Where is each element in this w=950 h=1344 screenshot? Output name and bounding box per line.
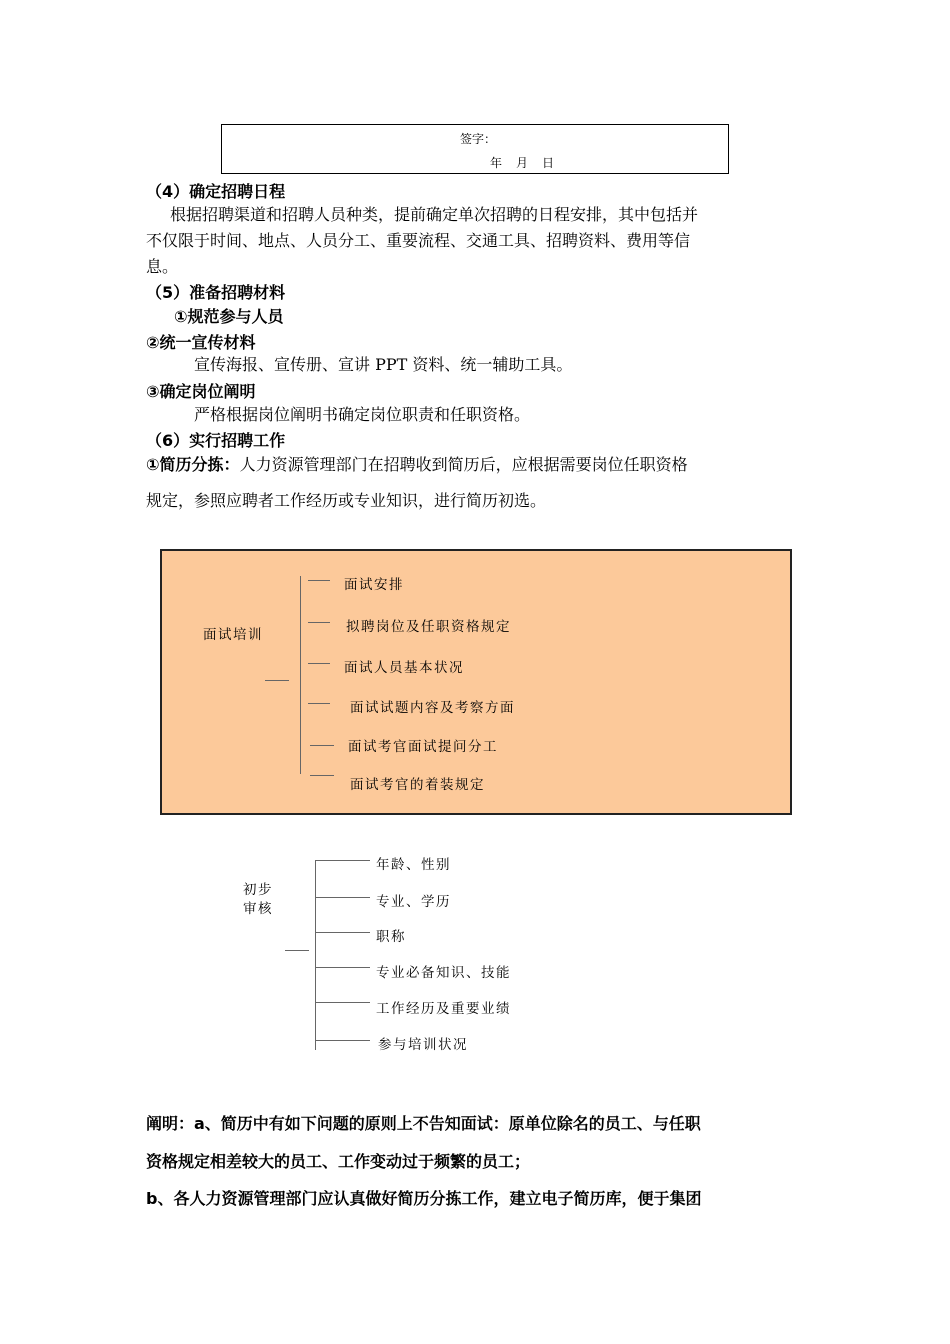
diagram-1-branch (308, 622, 330, 623)
diagram-1-root-connector (265, 680, 289, 681)
section-4-line-1: 根据招聘渠道和招聘人员种类，提前确定单次招聘的日程安排，其中包括并 (170, 205, 699, 224)
note-line-3: b、各人力资源管理部门应认真做好简历分拣工作，建立电子简历库，便于集团 (146, 1189, 702, 1208)
diagram-2-root-line-1: 初步 (243, 882, 273, 898)
section-4-heading: （4）确定招聘日程 (146, 182, 286, 201)
section-6-item-1-line-1: 人力资源管理部门在招聘收到简历后，应根据需要岗位任职资格 (239, 455, 688, 474)
diagram-1-item-4: 面试试题内容及考察方面 (350, 700, 515, 716)
section-5-item-2-text: 宣传海报、宣传册、宣讲 PPT 资料、统一辅助工具。 (194, 355, 573, 374)
diagram-1-item-6: 面试考官的着装规定 (350, 777, 485, 793)
diagram-1-branch (308, 703, 330, 704)
note-line-1: 阐明：a、简历中有如下问题的原则上不告知面试：原单位除名的员工、与任职 (146, 1114, 701, 1133)
section-4-line-3: 息。 (146, 257, 179, 276)
diagram-2-item-4: 专业必备知识、技能 (376, 965, 511, 981)
diagram-2-root-line-2: 审核 (243, 901, 273, 917)
section-5-item-3-text: 严格根据岗位阐明书确定岗位职责和任职资格。 (194, 405, 531, 424)
section-5-item-3: ③确定岗位阐明 (146, 382, 256, 401)
diagram-2-bracket (315, 860, 316, 1050)
signature-label: 签字： (460, 132, 497, 146)
diagram-1-item-2: 拟聘岗位及任职资格规定 (346, 619, 511, 635)
section-5-heading: （5）准备招聘材料 (146, 283, 286, 302)
section-5-item-2: ②统一宣传材料 (146, 333, 256, 352)
diagram-1-branch (310, 745, 334, 746)
section-6-item-1-line-2: 规定，参照应聘者工作经历或专业知识，进行简历初选。 (146, 491, 547, 510)
diagram-1-bracket (300, 576, 301, 774)
diagram-1-branch (308, 663, 330, 664)
section-6-item-1 (146, 452, 688, 477)
diagram-2-branch (315, 932, 370, 933)
diagram-1-branch (308, 580, 330, 581)
diagram-2-item-3: 职称 (376, 929, 406, 945)
diagram-2-branch (315, 860, 370, 861)
diagram-1-item-1: 面试安排 (344, 577, 404, 593)
diagram-1-item-3: 面试人员基本状况 (344, 660, 464, 676)
section-5-item-1: ①规范参与人员 (174, 307, 284, 326)
diagram-2-item-2: 专业、学历 (376, 894, 451, 910)
diagram-2-item-6: 参与培训状况 (378, 1037, 468, 1053)
diagram-1-root: 面试培训 (203, 627, 263, 643)
diagram-2-item-5: 工作经历及重要业绩 (376, 1001, 511, 1017)
section-6-heading: （6）实行招聘工作 (146, 431, 286, 450)
signature-box (221, 124, 729, 174)
diagram-1-branch (310, 775, 334, 776)
section-4-line-2: 不仅限于时间、地点、人员分工、重要流程、交通工具、招聘资料、费用等信 (146, 231, 691, 250)
diagram-2-branch (315, 897, 370, 898)
diagram-2-root-connector (285, 950, 309, 951)
diagram-2-item-1: 年龄、性别 (376, 857, 451, 873)
diagram-2-branch (315, 1002, 370, 1003)
signature-date: 年 月 日 (490, 156, 556, 170)
diagram-2-branch (315, 1040, 370, 1041)
diagram-2-branch (315, 967, 370, 968)
note-line-2: 资格规定相差较大的员工、工作变动过于频繁的员工； (146, 1152, 531, 1171)
diagram-1-item-5: 面试考官面试提问分工 (348, 739, 498, 755)
section-6-item-1-label: ①简历分拣： (146, 455, 240, 474)
